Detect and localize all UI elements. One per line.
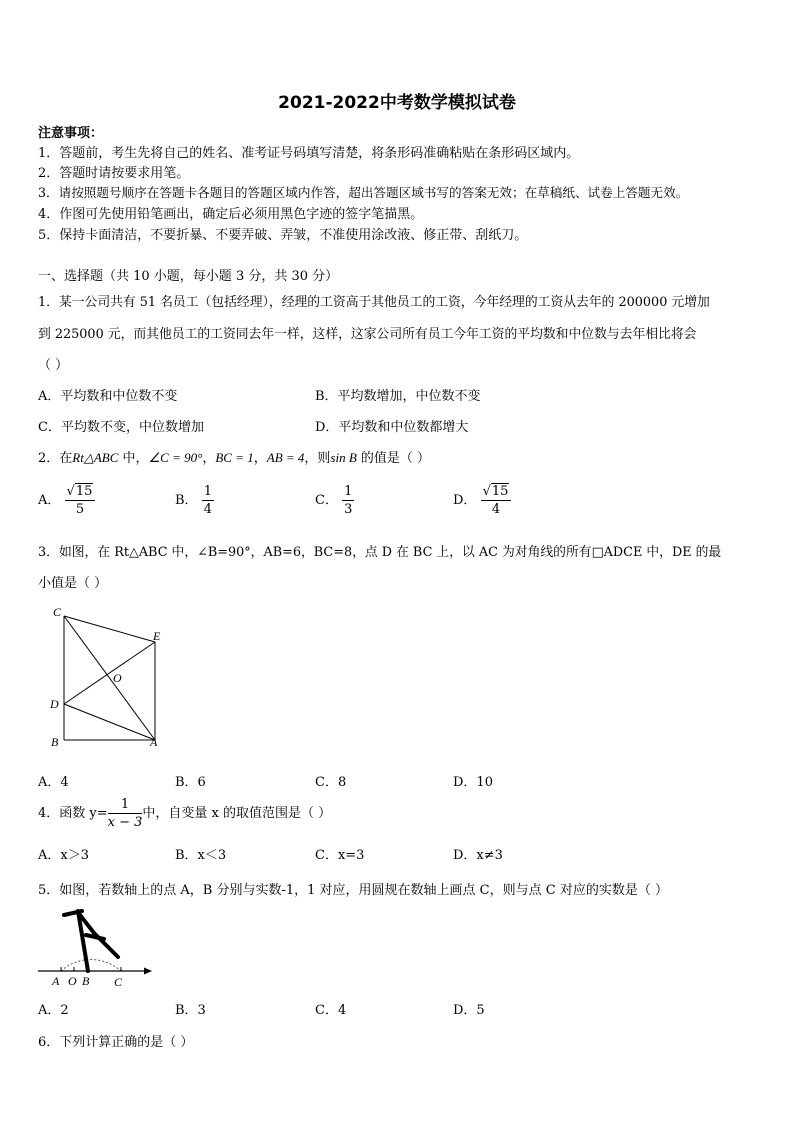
notice-heading: 注意事项： <box>38 126 104 141</box>
question-3-line: 小值是（ ） <box>38 576 108 591</box>
option-d: D．平均数和中位数都增大 <box>315 420 469 435</box>
label-b: B <box>51 735 59 749</box>
question-1-line: 1．某一公司共有 51 名员工（包括经理），经理的工资高于其他员工的工资，今年经理的工资从去年的 200000 元增加 <box>38 295 710 310</box>
question-1-line: （ ） <box>38 358 69 373</box>
label-o: O <box>68 974 77 988</box>
fraction: $\frac{1}{x - 3}$ <box>107 797 143 830</box>
segment-ca <box>64 616 155 740</box>
option-b: B．3 <box>175 1003 206 1018</box>
option-c: C．8 <box>315 775 347 790</box>
dashed-arc <box>61 960 121 971</box>
option-d: D．x≠3 <box>453 848 503 863</box>
label-c: C <box>53 605 62 619</box>
question-5-line: 5．如图，若数轴上的点 A，B 分别与实数-1，1 对应，用圆规在数轴上画点 C，则与点 C 对应的实数是（ ） <box>38 883 668 898</box>
option-d: D．10 <box>453 775 493 790</box>
label-a: A <box>52 974 60 988</box>
option-a: A．x＞3 <box>38 848 89 863</box>
option-b: B．6 <box>175 775 206 790</box>
question-1-line: 到 225000 元，而其他员工的工资同去年一样，这样，这家公司所有员工今年工资的平均数和中位数与去年相比将会 <box>38 327 697 342</box>
option-a: A．2 <box>38 1003 69 1018</box>
page-title: 2021-2022中考数学模拟试卷 <box>278 93 516 113</box>
option-c: C．平均数不变，中位数增加 <box>38 420 204 435</box>
axis-arrow-icon <box>144 968 152 975</box>
option-a: A．4 <box>38 775 69 790</box>
number-line-figure <box>34 905 159 990</box>
notice-item: 4．作图可先使用铅笔画出，确定后必须用黑色字迹的签字笔描黑。 <box>38 207 424 222</box>
option-c: C．4 <box>315 1003 347 1018</box>
option-c: C．x=3 <box>315 848 365 863</box>
option-c: C． $\frac{1}{3}$ <box>315 484 353 517</box>
label-o: O <box>113 671 122 685</box>
label-c: C <box>114 975 123 989</box>
fraction: $\frac{1}{4}$ <box>203 484 212 517</box>
option-d: D．5 <box>453 1003 485 1018</box>
notice-item: 2．答题时请按要求用笔。 <box>38 166 190 181</box>
parallelogram-figure <box>40 600 180 755</box>
fraction: $\frac{√15}{4}$ <box>481 483 512 518</box>
question-6-line: 6．下列计算正确的是（ ） <box>38 1035 194 1050</box>
question-2-stem: 2．在Rt△ABC 中，∠C = 90°，BC = 1，AB = 4，则sin B 的值是（ ） <box>38 450 431 466</box>
option-a: A． $\frac{√15}{5}$ <box>38 483 95 518</box>
option-a: A．平均数和中位数不变 <box>38 389 178 404</box>
fraction: $\frac{√15}{5}$ <box>65 483 96 518</box>
label-e: E <box>153 629 161 643</box>
option-b: B．平均数增加，中位数不变 <box>315 389 481 404</box>
compass-icon <box>64 911 118 971</box>
label-b: B <box>82 974 90 988</box>
label-d: D <box>50 697 59 711</box>
section-heading: 一、选择题（共 10 小题，每小题 3 分，共 30 分） <box>38 269 339 284</box>
notice-item: 5．保持卡面清洁，不要折暴、不要弄破、弄皱，不准使用涂改液、修正带、刮纸刀。 <box>38 228 528 243</box>
notice-item: 1．答题前，考生先将自己的姓名、准考证号码填写清楚，将条形码准确粘贴在条形码区域内。 <box>38 146 580 161</box>
option-d: D． $\frac{√15}{4}$ <box>453 483 511 518</box>
option-b: B．x＜3 <box>175 848 227 863</box>
notice-item: 3．请按照题号顺序在答题卡各题目的答题区域内作答，超出答题区域书写的答案无效；在草稿纸、试卷上答题无效。 <box>38 185 689 200</box>
question-3-line: 3．如图，在 Rt△ABC 中，∠B=90°，AB=6，BC=8，点 D 在 BC 上，以 AC 为对角线的所有□ADCE 中，DE 的最 <box>38 545 722 560</box>
fraction: $\frac{1}{3}$ <box>344 484 353 517</box>
segment-ce <box>64 616 155 642</box>
question-4-stem: 4．函数 y= $\frac{1}{x - 3}$ 中，自变量 x 的取值范围是（ ） <box>38 797 332 830</box>
label-a: A <box>150 735 158 749</box>
segment-de <box>64 642 155 704</box>
option-b: B． $\frac{1}{4}$ <box>175 484 212 517</box>
